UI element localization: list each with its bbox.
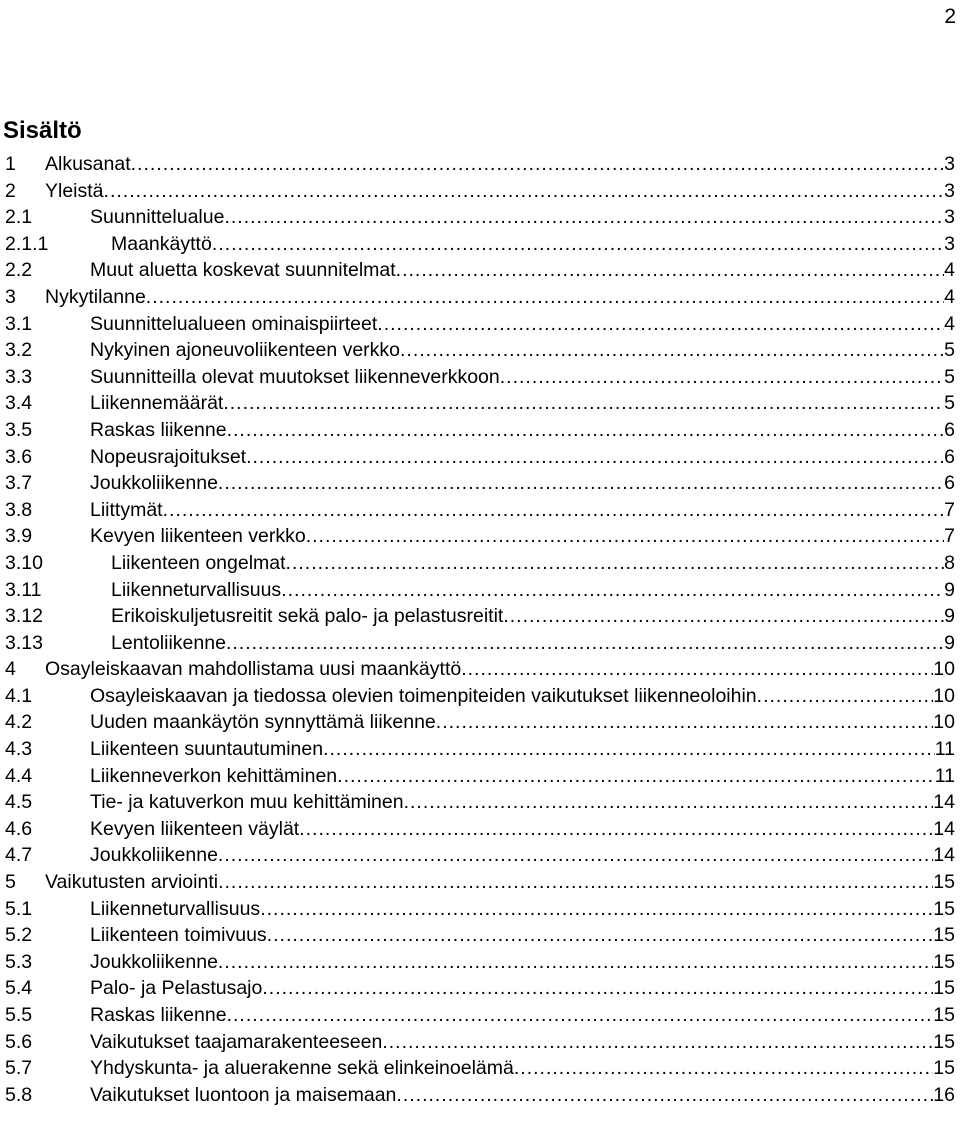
dot-leader xyxy=(514,1055,933,1082)
toc-entry-number: 2.1 xyxy=(5,206,33,229)
toc-entry-page[interactable]: 15 xyxy=(933,924,955,947)
toc-entry-title[interactable]: Kevyen liikenteen verkko xyxy=(90,525,306,548)
dot-leader xyxy=(323,736,935,763)
toc-entry[interactable] xyxy=(5,949,955,976)
toc-entry-title[interactable]: Lentoliikenne xyxy=(111,631,226,654)
toc-entry[interactable] xyxy=(5,1082,955,1109)
toc-entry[interactable] xyxy=(5,736,955,763)
toc-entry-title[interactable]: Vaikutukset taajamarakenteeseen xyxy=(90,1030,383,1053)
toc-entry-number: 5.7 xyxy=(5,1057,33,1080)
dot-leader xyxy=(163,497,945,524)
dot-leader xyxy=(400,337,944,364)
toc-entry-page[interactable]: 7 xyxy=(944,525,955,548)
toc-entry-page[interactable]: 15 xyxy=(933,897,955,920)
toc-entry-number: 3.13 xyxy=(5,631,43,654)
toc-entry[interactable] xyxy=(5,789,955,816)
toc-entry-number: 4.5 xyxy=(5,791,33,814)
dot-leader xyxy=(396,257,944,284)
dot-leader xyxy=(382,1029,933,1056)
toc-entry-page[interactable]: 10 xyxy=(933,658,955,681)
toc-entry[interactable] xyxy=(5,204,955,231)
toc-entry-number: 5.1 xyxy=(5,897,33,920)
dot-leader xyxy=(260,896,933,923)
toc-entry-number: 3.4 xyxy=(5,392,33,415)
toc-entry[interactable] xyxy=(5,603,955,630)
toc-entry-title[interactable]: Nykytilanne xyxy=(45,285,146,308)
toc-entry-number: 2.2 xyxy=(5,259,33,282)
toc-entry[interactable] xyxy=(5,1055,955,1082)
toc-entry[interactable] xyxy=(5,550,955,577)
toc-entry-page[interactable]: 11 xyxy=(934,738,955,761)
toc-entry-number: 4.4 xyxy=(5,764,33,787)
dot-leader xyxy=(246,444,944,471)
toc-entry-number: 3.12 xyxy=(5,605,43,628)
toc-entry[interactable] xyxy=(5,523,955,550)
dot-leader xyxy=(286,550,945,577)
toc-entry-number: 3.11 xyxy=(5,578,42,601)
table-of-contents xyxy=(5,151,955,1108)
dot-leader xyxy=(218,949,933,976)
toc-entry-page[interactable]: 6 xyxy=(944,445,955,468)
toc-entry[interactable] xyxy=(5,1002,955,1029)
toc-entry[interactable] xyxy=(5,231,955,258)
toc-entry[interactable] xyxy=(5,763,955,790)
toc-entry-number: 4.6 xyxy=(5,817,33,840)
toc-entry-title[interactable]: Nykyinen ajoneuvoliikenteen verkko xyxy=(90,339,401,362)
toc-entry-number: 3.9 xyxy=(5,525,33,548)
toc-entry-number: 3.1 xyxy=(5,312,33,335)
toc-entry-number: 4.1 xyxy=(5,684,33,707)
toc-entry[interactable] xyxy=(5,896,955,923)
toc-entry-page[interactable]: 7 xyxy=(944,498,955,521)
toc-entry-number: 3.6 xyxy=(5,445,33,468)
toc-entry-page[interactable]: 15 xyxy=(933,1030,955,1053)
dot-leader xyxy=(757,683,934,710)
toc-entry-page[interactable]: 4 xyxy=(944,285,955,308)
toc-entry-title[interactable]: Tie- ja katuverkon muu kehittäminen xyxy=(90,791,404,814)
dot-leader xyxy=(404,789,934,816)
toc-entry-page[interactable]: 10 xyxy=(933,684,955,707)
toc-entry-title[interactable]: Palo- ja Pelastusajo xyxy=(90,977,263,1000)
toc-entry-number: 3.7 xyxy=(5,472,33,495)
toc-entry[interactable] xyxy=(5,178,955,205)
toc-entry-page[interactable]: 3 xyxy=(944,232,955,255)
toc-entry-page[interactable]: 14 xyxy=(933,817,955,840)
toc-entry-number: 2.1.1 xyxy=(5,232,49,255)
dot-leader xyxy=(262,975,933,1002)
toc-entry-page[interactable]: 14 xyxy=(933,844,955,867)
toc-entry-title[interactable]: Alkusanat xyxy=(45,153,131,175)
toc-entry[interactable] xyxy=(5,444,955,471)
page-number: 2 xyxy=(944,5,956,28)
toc-entry[interactable] xyxy=(5,284,955,311)
toc-entry-title[interactable]: Liittymät xyxy=(90,498,163,521)
toc-entry-title[interactable]: Vaikutusten arviointi xyxy=(45,871,219,894)
toc-entry-title[interactable]: Erikoiskuljetusreitit sekä palo- ja pelastusreitit xyxy=(111,605,504,628)
toc-entry[interactable] xyxy=(5,470,955,497)
toc-entry[interactable] xyxy=(5,497,955,524)
toc-entry[interactable] xyxy=(5,417,955,444)
dot-leader xyxy=(227,417,945,444)
toc-entry-number: 5.5 xyxy=(5,1004,33,1026)
toc-entry-title[interactable]: Nopeusrajoitukset xyxy=(90,445,247,468)
toc-entry-page[interactable]: 4 xyxy=(944,312,955,335)
dot-leader xyxy=(224,204,944,231)
toc-entry-page[interactable]: 3 xyxy=(944,153,955,175)
toc-entry-page[interactable]: 15 xyxy=(933,871,955,894)
dot-leader xyxy=(299,816,933,843)
toc-entry-title[interactable]: Joukkoliikenne xyxy=(90,950,218,973)
toc-entry-number: 3.10 xyxy=(5,551,43,574)
toc-entry-page[interactable]: 16 xyxy=(933,1083,955,1106)
dot-leader xyxy=(226,630,944,657)
toc-entry-title[interactable]: Liikenteen suuntautuminen xyxy=(90,738,324,761)
dot-leader xyxy=(377,311,944,338)
dot-leader xyxy=(218,842,933,869)
dot-leader xyxy=(503,603,944,630)
toc-entry-number: 5.4 xyxy=(5,977,33,1000)
toc-entry[interactable] xyxy=(5,311,955,338)
toc-entry-page[interactable]: 15 xyxy=(933,977,955,1000)
toc-entry-title[interactable]: Suunnittelualueen ominaispiirteet xyxy=(90,312,378,335)
toc-entry-number: 4.7 xyxy=(5,844,33,867)
toc-entry-number: 5.2 xyxy=(5,924,33,947)
toc-entry-page[interactable]: 9 xyxy=(944,578,955,601)
toc-entry[interactable] xyxy=(5,257,955,284)
toc-entry-page[interactable]: 9 xyxy=(944,631,955,654)
toc-entry-title[interactable]: Yhdyskunta- ja aluerakenne sekä elinkeinoelämä xyxy=(90,1057,514,1080)
dot-leader xyxy=(227,1002,934,1029)
toc-entry[interactable] xyxy=(5,922,955,949)
toc-entry[interactable] xyxy=(5,656,955,683)
toc-entry-number: 2 xyxy=(5,179,16,202)
toc-entry[interactable] xyxy=(5,975,955,1002)
dot-leader xyxy=(146,284,944,311)
toc-entry[interactable] xyxy=(5,683,955,710)
toc-entry-number: 1 xyxy=(5,153,16,175)
toc-entry-number: 5.6 xyxy=(5,1030,33,1053)
dot-leader xyxy=(267,922,934,949)
toc-entry-title[interactable]: Osayleiskaavan mahdollistama uusi maankäyttö xyxy=(45,658,462,681)
dot-leader xyxy=(396,1082,933,1109)
toc-entry-page[interactable]: 6 xyxy=(944,472,955,495)
toc-entry-number: 3.2 xyxy=(5,339,33,362)
toc-entry[interactable] xyxy=(5,709,955,736)
toc-entry[interactable] xyxy=(5,1029,955,1056)
dot-leader xyxy=(218,470,944,497)
toc-entry[interactable] xyxy=(5,390,955,417)
toc-entry-number: 3 xyxy=(5,285,16,308)
dot-leader xyxy=(500,364,944,391)
toc-entry-page[interactable]: 5 xyxy=(944,365,955,388)
dot-leader xyxy=(306,523,944,550)
toc-entry-title[interactable]: Maankäyttö xyxy=(111,232,212,255)
dot-leader xyxy=(212,231,944,258)
dot-leader xyxy=(104,178,945,205)
toc-entry-title[interactable]: Raskas liikenne xyxy=(90,418,227,441)
toc-entry-title[interactable]: Yleistä xyxy=(45,179,104,202)
toc-entry[interactable] xyxy=(5,869,955,896)
toc-entry-number: 5.3 xyxy=(5,950,33,973)
dot-leader xyxy=(461,656,933,683)
toc-entry-page[interactable]: 9 xyxy=(944,605,955,628)
toc-entry-number: 5.8 xyxy=(5,1083,33,1106)
dot-leader xyxy=(131,151,945,178)
toc-entry-page[interactable]: 5 xyxy=(944,392,955,415)
toc-entry-title[interactable]: Raskas liikenne xyxy=(90,1004,227,1026)
toc-entry-title[interactable]: Suunnittelualue xyxy=(90,206,225,229)
toc-entry-title[interactable]: Kevyen liikenteen väylät xyxy=(90,817,300,840)
toc-entry-number: 3.5 xyxy=(5,418,33,441)
toc-entry-title[interactable]: Osayleiskaavan ja tiedossa olevien toimenpiteiden vaikutukset liikenneoloihin xyxy=(90,684,757,707)
toc-entry-page[interactable]: 15 xyxy=(933,1004,955,1026)
toc-entry-page[interactable]: 4 xyxy=(944,259,955,282)
dot-leader xyxy=(218,869,933,896)
toc-entry-title[interactable]: Liikenneverkon kehittäminen xyxy=(90,764,338,787)
toc-entry-number: 3.3 xyxy=(5,365,33,388)
toc-entry-title[interactable]: Uuden maankäytön synnyttämä liikenne xyxy=(90,711,436,734)
toc-entry-page[interactable]: 8 xyxy=(944,551,955,574)
toc-entry-page[interactable]: 5 xyxy=(944,339,955,362)
toc-entry[interactable] xyxy=(5,337,955,364)
toc-entry[interactable] xyxy=(5,630,955,657)
toc-entry-title[interactable]: Muut aluetta koskevat suunnitelmat xyxy=(90,259,396,282)
toc-entry-title[interactable]: Joukkoliikenne xyxy=(90,844,218,867)
toc-entry-title[interactable]: Suunnitteilla olevat muutokset liikenneverkkoon xyxy=(90,365,500,388)
toc-entry-page[interactable]: 11 xyxy=(934,764,955,787)
toc-entry[interactable] xyxy=(5,842,955,869)
dot-leader xyxy=(337,763,935,790)
toc-entry-title[interactable]: Vaikutukset luontoon ja maisemaan xyxy=(90,1083,397,1106)
toc-entry-page[interactable]: 14 xyxy=(933,791,955,814)
toc-entry-page[interactable]: 10 xyxy=(933,711,955,734)
toc-entry-title[interactable]: Liikenneturvallisuus xyxy=(90,897,261,920)
toc-entry-page[interactable]: 15 xyxy=(933,950,955,973)
toc-entry-number: 4.2 xyxy=(5,711,33,734)
toc-entry-number: 4 xyxy=(5,658,16,681)
toc-entry-page[interactable]: 3 xyxy=(944,179,955,202)
toc-entry-page[interactable]: 6 xyxy=(944,418,955,441)
dot-leader xyxy=(436,709,934,736)
toc-entry-title[interactable]: Joukkoliikenne xyxy=(90,472,218,495)
dot-leader xyxy=(281,577,944,604)
toc-entry-title[interactable]: Liikenteen toimivuus xyxy=(90,924,267,947)
toc-entry-page[interactable]: 15 xyxy=(933,1057,955,1080)
toc-entry[interactable] xyxy=(5,364,955,391)
toc-entry[interactable] xyxy=(5,577,955,604)
dot-leader xyxy=(223,390,944,417)
toc-title: Sisältö xyxy=(3,117,82,144)
toc-entry-title[interactable]: Liikenneturvallisuus xyxy=(111,578,282,601)
toc-entry-page[interactable]: 3 xyxy=(944,206,955,229)
toc-entry-number: 4.3 xyxy=(5,738,33,761)
toc-entry[interactable] xyxy=(5,816,955,843)
toc-entry-title[interactable]: Liikenteen ongelmat xyxy=(111,551,286,574)
toc-entry-number: 3.8 xyxy=(5,498,33,521)
toc-entry-number: 5 xyxy=(5,871,16,894)
toc-entry-title[interactable]: Liikennemäärät xyxy=(90,392,224,415)
toc-entry[interactable] xyxy=(5,151,955,178)
